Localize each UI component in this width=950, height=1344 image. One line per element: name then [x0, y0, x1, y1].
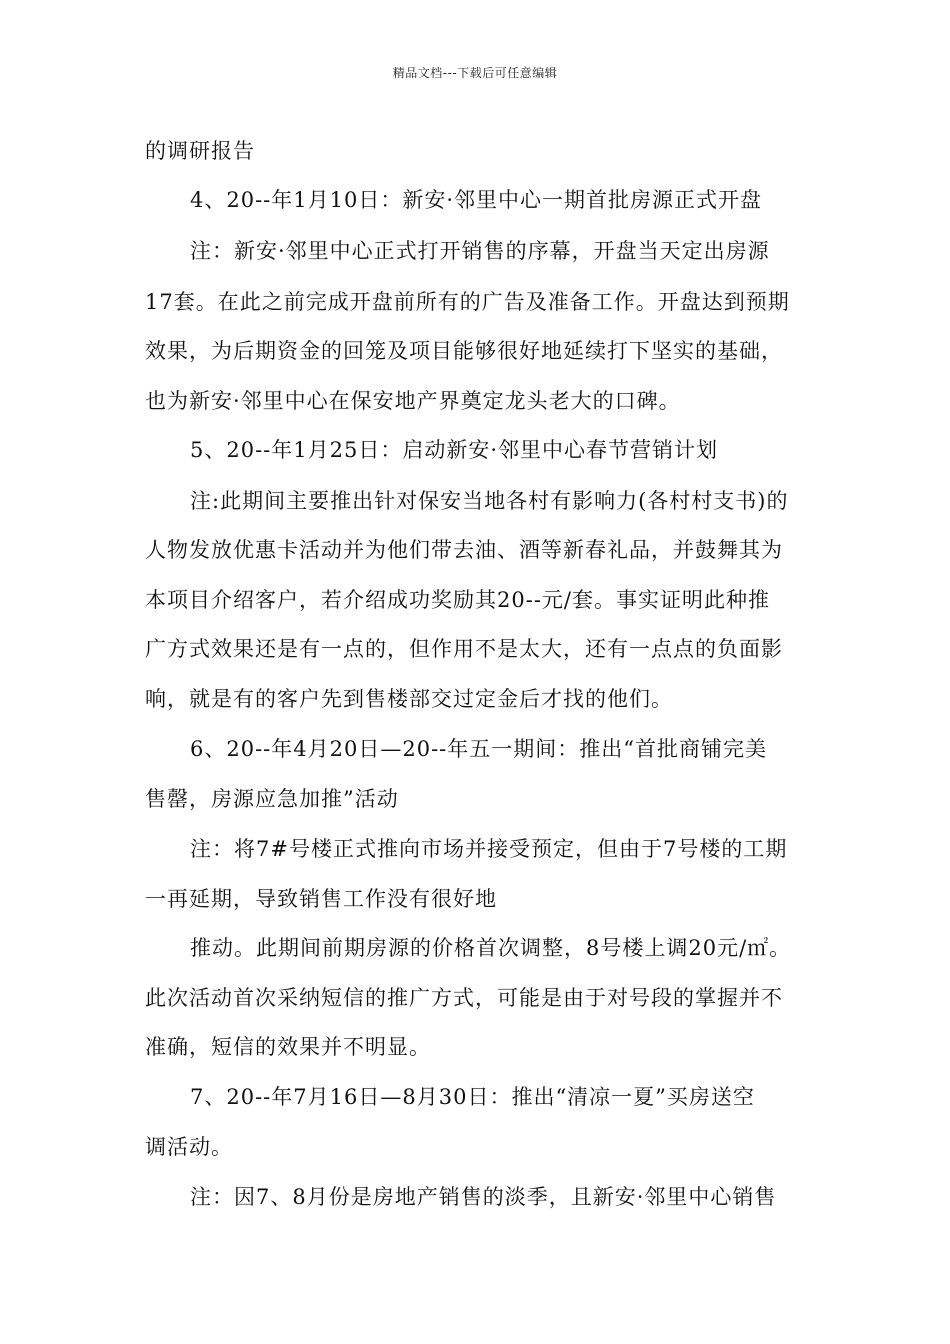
- item-6-note-line: 此次活动首次采纳短信的推广方式，可能是由于对号段的掌握并不: [145, 986, 783, 1010]
- item-6-note-line: 注：将7#号楼正式推向市场并接受预定，但由于7号楼的工期: [190, 837, 788, 861]
- item-4-note-line: 也为新安·邻里中心在保安地产界奠定龙头老大的口碑。: [145, 389, 681, 413]
- item-4-note-line: 效果，为后期资金的回笼及项目能够很好地延续打下坚实的基础，: [145, 339, 783, 363]
- page-header: 精品文档---下载后可任意编辑: [392, 66, 558, 80]
- item-5-heading: 5、20--年1月25日：启动新安·邻里中心春节营销计划: [190, 438, 719, 462]
- item-4-note-line: 注：新安·邻里中心正式打开销售的序幕，开盘当天定出房源: [190, 239, 770, 263]
- item-7-heading: 7、20--年7月16日—8月30日：推出“清凉一夏”买房送空: [190, 1085, 755, 1109]
- item-6-note-line: 推动。此期间前期房源的价格首次调整，8号楼上调20元/㎡。: [190, 936, 792, 960]
- item-7-note-line: 注：因7、8月份是房地产销售的淡季，且新安·邻里中心销售: [190, 1185, 777, 1209]
- item-4-heading: 4、20--年1月10日：新安·邻里中心一期首批房源正式开盘: [190, 188, 763, 212]
- item-5-note-line: 本项目介绍客户，若介绍成功奖励其20--元/套。事实证明此种推: [145, 588, 770, 612]
- item-5-note-line: 广方式效果还是有一点的，但作用不是太大，还有一点点的负面影: [145, 637, 783, 661]
- item-5-note-line: 人物发放优惠卡活动并为他们带去油、酒等新春礼品，并鼓舞其为: [145, 538, 783, 562]
- body-line-continuation: 的调研报告: [145, 139, 255, 163]
- item-7-heading-cont: 调活动。: [145, 1135, 233, 1159]
- item-5-note-line: 响，就是有的客户先到售楼部交过定金后才找的他们。: [145, 687, 673, 711]
- item-6-note-line: 一再延期，导致销售工作没有很好地: [145, 887, 497, 911]
- item-6-heading-cont: 售罄，房源应急加推”活动: [145, 787, 399, 811]
- item-6-note-line: 准确，短信的效果并不明显。: [145, 1035, 431, 1059]
- item-4-note-line: 17套。在此之前完成开盘前所有的广告及准备工作。开盘达到预期: [145, 290, 790, 314]
- item-5-note-line: 注:此期间主要推出针对保安当地各村有影响力(各村村支书)的: [190, 489, 789, 513]
- item-6-heading: 6、20--年4月20日—20--年五一期间：推出“首批商铺完美: [190, 737, 768, 761]
